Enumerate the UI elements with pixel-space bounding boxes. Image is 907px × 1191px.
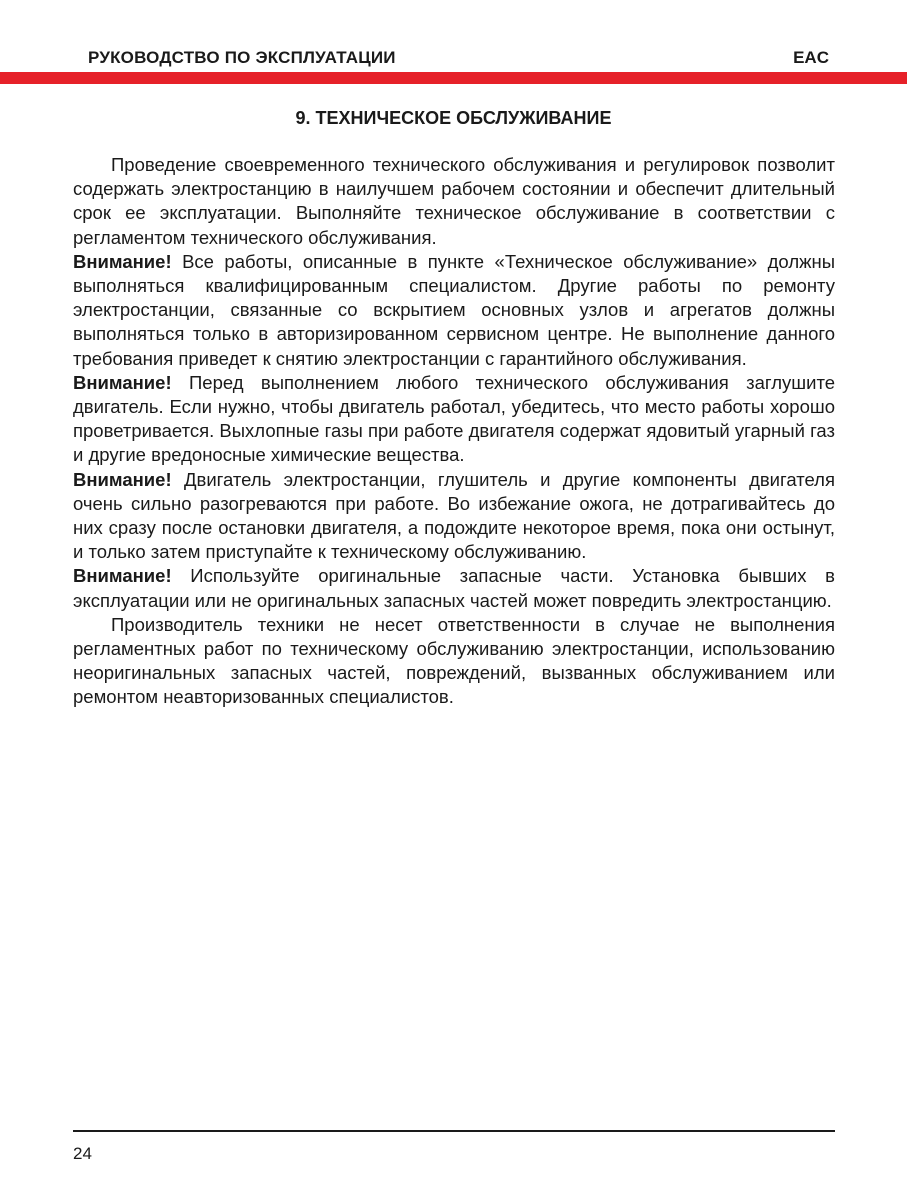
warning-paragraph-3 — [73, 468, 835, 565]
warning-paragraph-2 — [73, 371, 835, 468]
liability-paragraph: Производитель техники не несет ответственности в случае не выполнения регламентных работ по техническому обслуживанию электростанции, использованию неоригинальных запасных частей, повреждений, вызванных обслуживанием или ремонтом неавторизованных специалистов. — [73, 613, 835, 708]
warning-text: Двигатель электростанции, глушитель и другие компоненты двигателя очень сильно разогреваются при работе. Во избежание ожога, не дотрагивайтесь до них сразу после остановки двигателя, а подождите некоторое время, пока они остынут, и только затем приступайте к техническому обслуживанию. — [73, 468, 835, 563]
section-body — [73, 153, 835, 710]
warning-text: Используйте оригинальные запасные части. Установка бывших в эксплуатации или не оригинальных запасных частей может повредить электростанцию. — [73, 565, 835, 611]
warning-label: Внимание! — [73, 468, 172, 490]
warning-label: Внимание! — [73, 371, 172, 393]
intro-paragraph: Проведение своевременного технического обслуживания и регулировок позволит содержать электростанцию в наилучшем рабочем состоянии и обеспечит длительный срок ее эксплуатации. Выполняйте техническое обслуживание в соответствии с регламентом технического обслуживания. — [73, 154, 835, 248]
footer-divider — [73, 1130, 835, 1132]
warning-label: Внимание! — [73, 250, 172, 272]
document-title: РУКОВОДСТВО ПО ЭКСПЛУАТАЦИИ — [88, 48, 396, 67]
warning-paragraph-1 — [73, 250, 835, 371]
page-number: 24 — [73, 1144, 92, 1163]
warning-label: Внимание! — [73, 565, 172, 587]
header-accent-bar — [0, 72, 907, 84]
warning-text: Перед выполнением любого технического обслуживания заглушите двигатель. Если нужно, чтобы двигатель работал, убедитесь, что место работы хорошо проветривается. Выхлопные газы при работе двигателя содержат ядовитый угарный газ и другие вредоносные химические вещества. — [73, 371, 835, 466]
warning-text: Все работы, описанные в пункте «Техническое обслуживание» должны выполняться квалифицированным специалистом. Другие работы по ремонту электростанции, связанные со вскрытием основных узлов и агрегатов должны выполняться только в авторизированном сервисном центре. Не выполнение данного требования приведет к снятию электростанции с гарантийного обслуживания. — [73, 250, 835, 369]
page-header — [0, 0, 907, 90]
warning-paragraph-4 — [73, 564, 835, 612]
eac-mark: EAC — [793, 48, 829, 67]
section-title: 9. ТЕХНИЧЕСКОЕ ОБСЛУЖИВАНИЕ — [295, 108, 612, 128]
